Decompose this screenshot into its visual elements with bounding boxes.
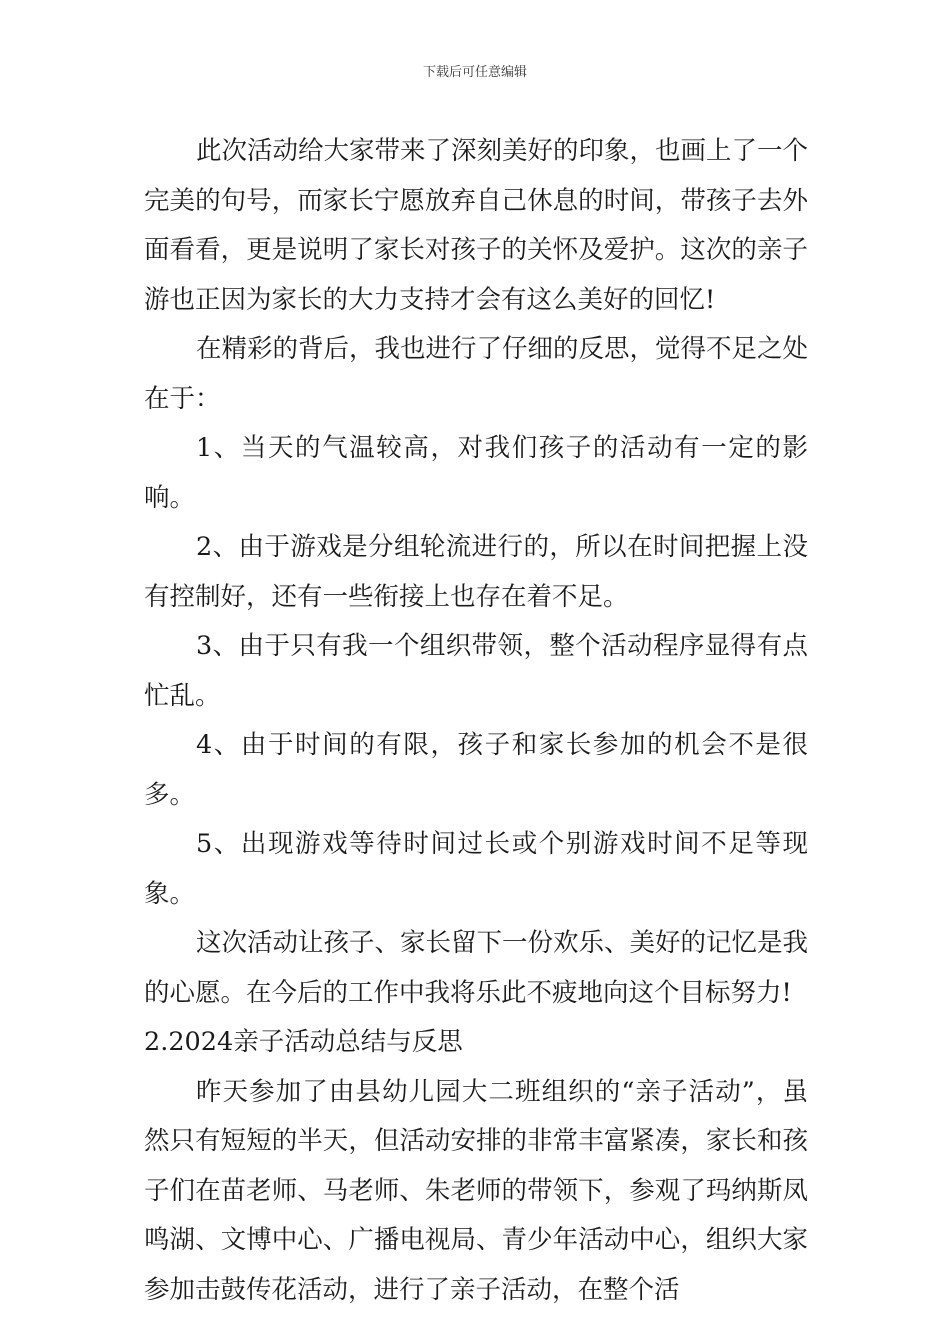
- list-item-waiting-time: 5、出现游戏等待时间过长或个别游戏时间不足等现象。: [144, 829, 808, 909]
- list-item-time-control: 2、由于游戏是分组轮流进行的，所以在时间把握上没有控制好，还有一些衔接上也存在着不足。: [144, 532, 808, 612]
- section-heading: 2.2024亲子活动总结与反思: [144, 1027, 463, 1057]
- page-header: 下载后可任意编辑: [422, 65, 527, 80]
- paragraph-closing-wish: 这次活动让孩子、家长留下一份欢乐、美好的记忆是我的心愿。在今后的工作中我将乐此不疲地向这个目标努力!: [144, 928, 809, 1008]
- paragraph-reflection-intro: 在精彩的背后，我也进行了仔细的反思，觉得不足之处在于：: [144, 334, 809, 414]
- list-item-temperature: 1、当天的气温较高，对我们孩子的活动有一定的影响。: [144, 433, 808, 513]
- document-body: [144, 127, 808, 1315]
- paragraph-activity-impression: 此次活动给大家带来了深刻美好的印象，也画上了一个完美的句号，而家长宁愿放弃自己休息的时间，带孩子去外面看看，更是说明了家长对孩子的关怀及爱护。这次的亲子游也正因为家长的大力支持才会有这么美好的回忆!: [144, 136, 809, 315]
- list-item-organizer: 3、由于只有我一个组织带领，整个活动程序显得有点忙乱。: [144, 631, 808, 711]
- paragraph-second-summary: 昨天参加了由县幼儿园大二班组织的“亲子活动”，虽然只有短短的半天，但活动安排的非常丰富紧凑，家长和孩子们在苗老师、马老师、朱老师的带领下，参观了玛纳斯凤鸣湖、文博中心、广播电视局、青少年活动中心，组织大家参加击鼓传花活动，进行了亲子活动，在整个活: [144, 1076, 808, 1305]
- list-item-limited-time: 4、由于时间的有限，孩子和家长参加的机会不是很多。: [144, 730, 808, 810]
